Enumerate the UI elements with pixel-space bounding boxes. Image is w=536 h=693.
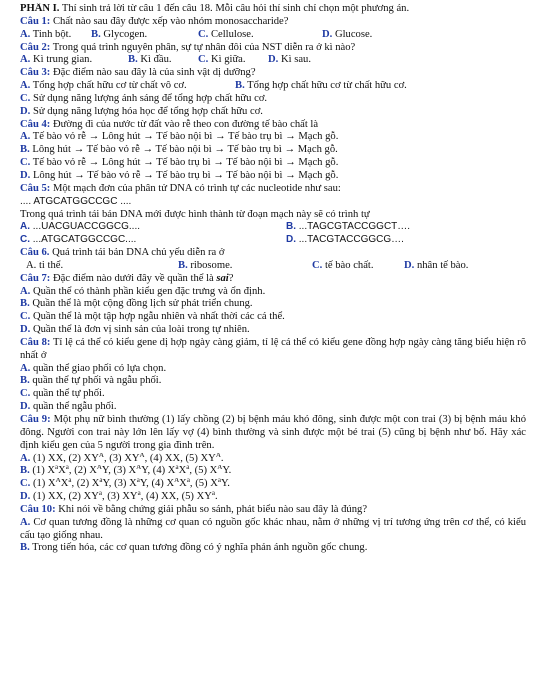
question-4 (20, 119, 526, 132)
question-2 (20, 42, 526, 55)
option-a: A. quần thể giao phối có lựa chọn. (20, 362, 167, 374)
question-text: Khi nói về bằng chứng giải phẫu so sánh, phát biểu nào sau đây là đúng? (55, 503, 368, 515)
question-9 (20, 414, 526, 453)
option-c: C. Cellulose. (198, 28, 254, 40)
question-label: Câu 5: (20, 182, 51, 194)
option-b: B. Trong tiến hóa, các cơ quan tương đồng có ý nghĩa phản ánh nguồn gốc chung. (20, 542, 368, 554)
question-label: Câu 2: (20, 41, 51, 53)
question-label: Câu 4: (20, 118, 51, 130)
question-label: Câu 8: (20, 336, 51, 348)
option-d: D. (1) XX, (2) $XY^a$, (3) $XY^a$, (4) XX, (5) $XY^a$. (20, 491, 218, 503)
option-b: B. ribosome. (178, 259, 233, 271)
option-b: B. quần thể tự phối và ngẫu phối. (20, 375, 162, 387)
options-row (20, 221, 526, 234)
question-label: Câu 3: (20, 67, 51, 79)
option-a: A. (1) XX, (2) $XY^A$, (3) $XY^A$, (4) XX, (5) $XY^A$. (20, 452, 224, 464)
option-a: A. Cơ quan tương đồng là những cơ quan có nguồn gốc khác nhau, nằm ở những vị trí tương ứng trên cơ thể, có kiểu cấu tạo giống nhau. (20, 516, 526, 541)
question-text: Đặc điểm nào sau đây là của sinh vật dị dưỡng? (50, 67, 256, 79)
option-a: A. ti thể. (26, 259, 64, 271)
part-instruction-text: Thí sinh trả lời từ câu 1 đến câu 18. Mỗi câu hỏi thí sinh chỉ chọn một phương án. (59, 3, 410, 14)
question-label: Câu 1: (20, 15, 51, 27)
option-d: D. quần thể ngẫu phối. (20, 401, 117, 413)
options-row (20, 29, 526, 42)
option-b: B. Tổng hợp chất hữu cơ từ chất hữu cơ. (235, 80, 407, 92)
options-row (20, 54, 526, 67)
option-b: B. Lông hút → Tế bào vỏ rễ → Tế bào nội bì → Tế bào trụ bì → Mạch gỗ. (20, 144, 338, 156)
question-6 (20, 247, 526, 260)
question-label: Câu 7: (20, 272, 51, 284)
question-text: Tỉ lệ cá thể có kiểu gene dị hợp ngày càng giảm, tỉ lệ cá thể có kiểu gene đồng hợp ngày càng tăng biểu hiện rõ nhất ở (20, 336, 527, 361)
question-label: Câu 9: (20, 414, 51, 425)
option-b: B. Quần thể là một cộng đồng lịch sử phát triển chung. (20, 298, 253, 310)
option-a: A. Tinh bột. (20, 28, 72, 40)
option-b: B. (1) $X^aX^a$, (2) $X^AY$, (3) $X^AY$, (4) $X^aX^a$, (5) $X^AY$. (20, 465, 232, 477)
question-label: Câu 6. (20, 247, 50, 259)
option-b: B. ...TAGCGTACCGGCT…. (286, 221, 411, 233)
question-7: Câu 7: Đặc điểm nào dưới đây về quần thể là sai? (20, 272, 234, 284)
option-d: D. ...TACGTACCGGCG…. (286, 234, 404, 246)
option-c: C. quần thể tự phối. (20, 388, 105, 400)
question-text: Một mạch đơn của phân tử DNA có trình tự các nucleotide như sau: (50, 182, 341, 194)
question-label: Câu 10: (20, 503, 56, 515)
options-row (20, 260, 526, 273)
option-c: C. ...ATGCATGGCCGC.... (20, 234, 137, 246)
question-3 (20, 67, 526, 80)
dna-sequence: .... ATGCATGGCCGC .... (20, 195, 132, 207)
option-a: A. Tổng hợp chất hữu cơ từ chất vô cơ. (20, 80, 187, 92)
options-row (20, 80, 526, 93)
question-text: Một phụ nữ bình thường (1) lấy chồng (2) bị bệnh máu khó đông, sinh được một con trai (3) bị bệnh máu khó đông. Người con trai này lớn lên lấy vợ (4) bình thường và sinh được một bé trai (5) cũng bị bệnh như bố. Hãy xác định kiểu gen của 5 người trong gia đình trên. (20, 414, 526, 451)
option-d: D. nhân tế bào. (404, 259, 469, 271)
option-a: A. Tế bào vỏ rễ → Lông hút → Tế bào nội bì → Tế bào trụ bì → Mạch gỗ. (20, 131, 339, 143)
option-a: A. ...UACGUACCGGCG.... (20, 221, 141, 233)
option-d: D. Lông hút → Tế bào vỏ rễ → Tế bào trụ bì → Tế bào nội bì → Mạch gỗ. (20, 169, 339, 181)
option-a: A. Kì trung gian. (20, 54, 93, 66)
question-stem: Trong quá trình tái bản DNA mới được hình thành từ đoạn mạch này sẽ có trình tự (20, 208, 370, 220)
question-8 (20, 337, 526, 363)
options-row (20, 234, 526, 247)
emphasis-word: sai (216, 272, 229, 284)
question-1 (20, 16, 526, 29)
option-b: B. Kì đầu. (128, 54, 172, 66)
question-text: Quá trình tái bản DNA chủ yếu diễn ra ở (49, 247, 225, 259)
option-d: D. Glucose. (322, 28, 373, 40)
option-c: C. Kì giữa. (198, 54, 246, 66)
option-a: A. Quần thể có thành phần kiểu gen đặc trưng và ổn định. (20, 285, 266, 297)
option-b: B. Glycogen. (91, 28, 148, 40)
option-c: C. Sử dụng năng lượng ánh sáng để tổng hợp chất hữu cơ. (20, 92, 268, 104)
question-text: Trong quá trình nguyên phân, sự tự nhân đôi của NST diễn ra ở kì nào? (50, 41, 356, 53)
question-10 (20, 504, 526, 517)
option-c: C. Tế bào vỏ rễ → Lông hút → Tế bào trụ bì → Tế bào nội bì → Mạch gỗ. (20, 157, 339, 169)
part-instruction (20, 3, 526, 16)
option-c: C. Quần thể là một tập hợp ngẫu nhiên và nhất thời các cá thể. (20, 311, 285, 323)
question-5 (20, 183, 526, 196)
option-c: C. tế bào chất. (312, 259, 374, 271)
option-d: D. Kì sau. (268, 54, 311, 66)
part-heading: PHẦN I. (20, 3, 60, 14)
question-text: Đường đi của nước từ đất vào rễ theo con đường tế bào chất là (50, 118, 319, 130)
option-d: D. Quần thể là đơn vị sinh sản của loài trong tự nhiên. (20, 324, 250, 336)
option-d: D. Sử dụng năng lượng hóa học để tổng hợp chất hữu cơ. (20, 105, 263, 117)
question-text: Chất nào sau đây được xếp vào nhóm monosaccharide? (50, 15, 289, 27)
option-c: C. (1) $X^AX^a$, (2) $X^aY$, (3) $X^aY$, (4) $X^AX^a$, (5) $X^aY$. (20, 478, 230, 490)
